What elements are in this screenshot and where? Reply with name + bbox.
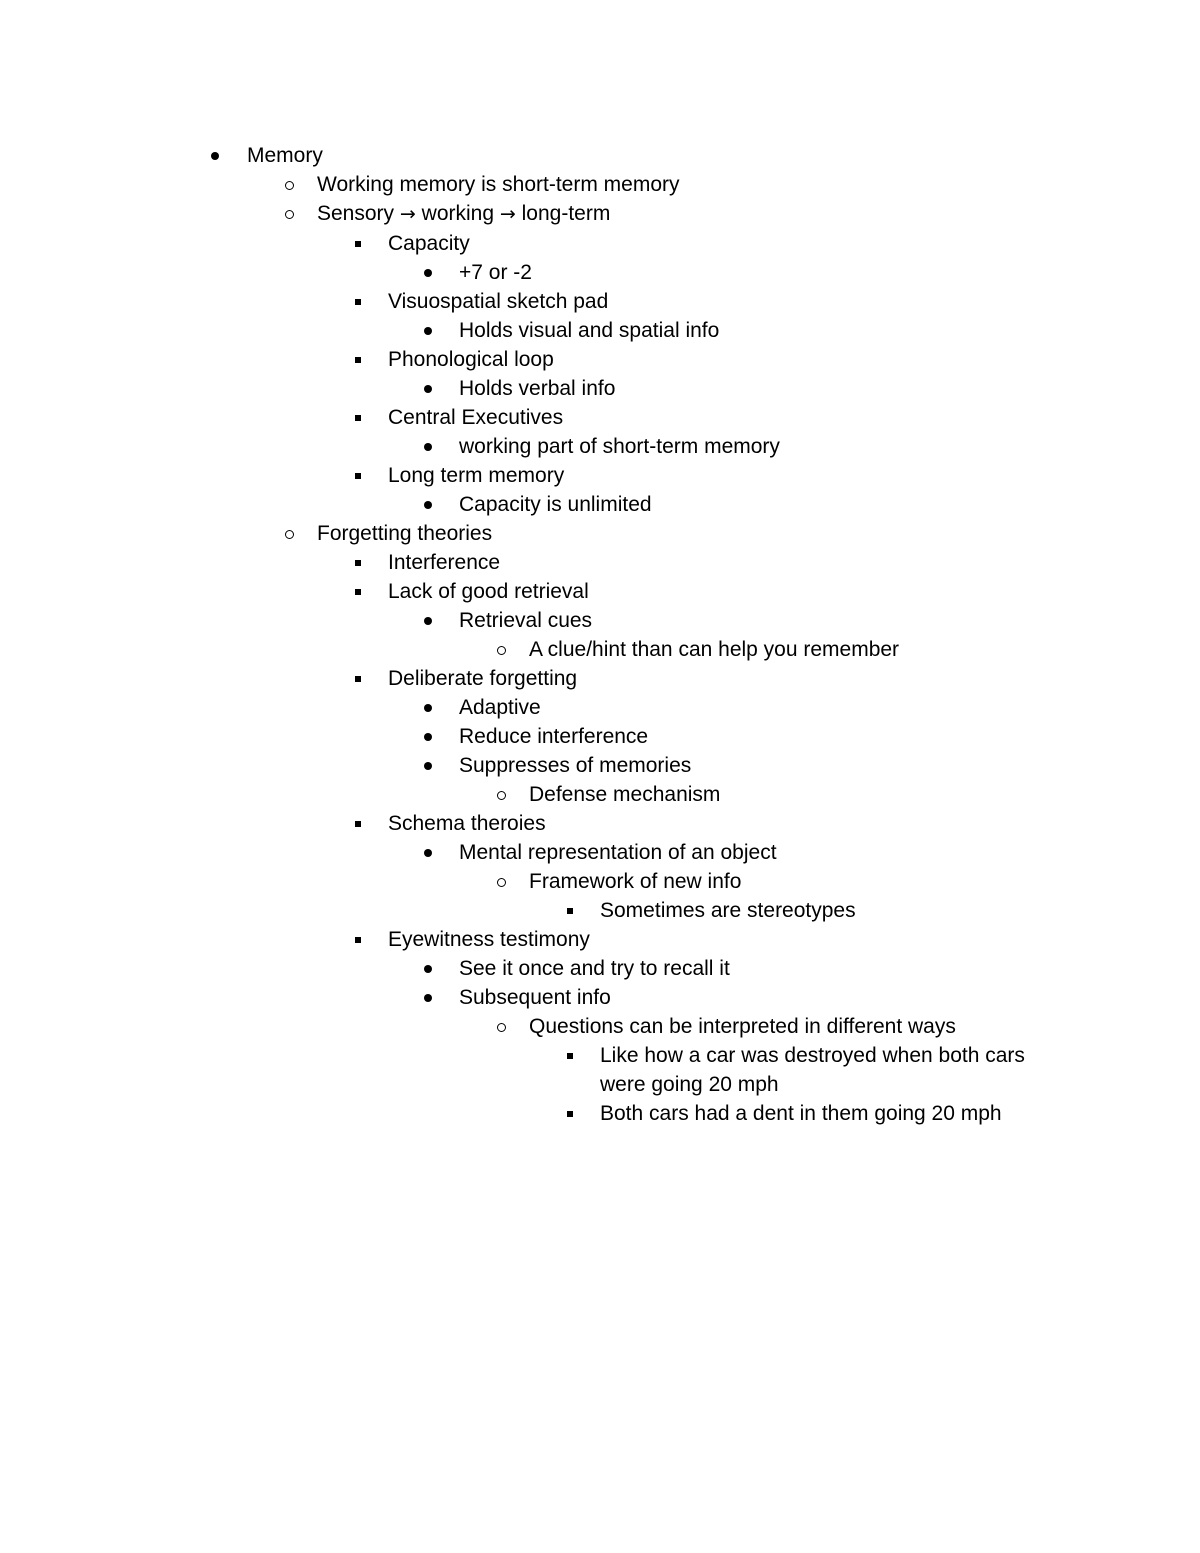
list-item: Like how a car was destroyed when both cars were going 20 mph xyxy=(0,1041,1200,1099)
bullet-square-icon xyxy=(343,809,373,838)
bullet-disc-icon xyxy=(413,606,443,635)
bullet-disc-icon xyxy=(413,751,443,780)
bullet-disc-icon xyxy=(413,983,443,1012)
bullet-square-icon xyxy=(343,403,373,432)
list-item: See it once and try to recall it xyxy=(0,954,1200,983)
list-item: Adaptive xyxy=(0,693,1200,722)
bullet-disc-icon xyxy=(413,374,443,403)
list-item: A clue/hint than can help you remember xyxy=(0,635,1200,664)
bullet-circle-icon xyxy=(486,635,516,664)
list-item: working part of short-term memory xyxy=(0,432,1200,461)
bullet-square-icon xyxy=(343,577,373,606)
bullet-circle-icon xyxy=(274,170,304,199)
list-item: Subsequent info xyxy=(0,983,1200,1012)
list-item: Deliberate forgetting xyxy=(0,664,1200,693)
bullet-disc-icon xyxy=(413,316,443,345)
list-item: Reduce interference xyxy=(0,722,1200,751)
bullet-circle-icon xyxy=(486,1012,516,1041)
bullet-disc-icon xyxy=(413,258,443,287)
right-arrow-icon: → xyxy=(499,203,516,225)
list-item: Capacity xyxy=(0,229,1200,258)
list-item: Questions can be interpreted in different ways xyxy=(0,1012,1200,1041)
bullet-square-icon xyxy=(343,345,373,374)
bullet-square-icon xyxy=(555,1099,585,1128)
list-item: Holds verbal info xyxy=(0,374,1200,403)
bullet-square-icon xyxy=(343,287,373,316)
long-term-label: long-term xyxy=(521,202,611,225)
bullet-circle-icon xyxy=(274,199,304,228)
list-item: Defense mechanism xyxy=(0,780,1200,809)
list-item: +7 or -2 xyxy=(0,258,1200,287)
sensory-label: Sensory xyxy=(317,202,395,225)
bullet-circle-icon xyxy=(486,867,516,896)
bullet-disc-icon xyxy=(200,141,230,170)
list-item: Suppresses of memories xyxy=(0,751,1200,780)
list-item: Retrieval cues xyxy=(0,606,1200,635)
bullet-square-icon xyxy=(343,461,373,490)
bullet-disc-icon xyxy=(413,693,443,722)
bullet-disc-icon xyxy=(413,432,443,461)
list-item: Schema theroies xyxy=(0,809,1200,838)
list-item: Lack of good retrieval xyxy=(0,577,1200,606)
list-item: Interference xyxy=(0,548,1200,577)
notes-outline xyxy=(0,141,1200,1128)
list-item: Framework of new info xyxy=(0,867,1200,896)
list-item: Mental representation of an object xyxy=(0,838,1200,867)
bullet-disc-icon xyxy=(413,838,443,867)
right-arrow-icon: → xyxy=(399,203,416,225)
list-item: Sometimes are stereotypes xyxy=(0,896,1200,925)
list-item: Capacity is unlimited xyxy=(0,490,1200,519)
list-item: Both cars had a dent in them going 20 mph xyxy=(0,1099,1200,1128)
bullet-disc-icon xyxy=(413,722,443,751)
bullet-square-icon xyxy=(555,1041,585,1070)
bullet-circle-icon xyxy=(274,519,304,548)
bullet-disc-icon xyxy=(413,954,443,983)
bullet-disc-icon xyxy=(413,490,443,519)
list-item: Phonological loop xyxy=(0,345,1200,374)
bullet-square-icon xyxy=(343,548,373,577)
bullet-square-icon xyxy=(555,896,585,925)
list-item: Visuospatial sketch pad xyxy=(0,287,1200,316)
working-label: working xyxy=(421,202,495,225)
bullet-square-icon xyxy=(343,664,373,693)
list-item: Working memory is short-term memory xyxy=(0,170,1200,199)
list-item: Forgetting theories xyxy=(0,519,1200,548)
bullet-square-icon xyxy=(343,925,373,954)
list-item: Central Executives xyxy=(0,403,1200,432)
bullet-square-icon xyxy=(343,229,373,258)
list-item: Memory xyxy=(0,141,1200,170)
list-item: Eyewitness testimony xyxy=(0,925,1200,954)
bullet-circle-icon xyxy=(486,780,516,809)
list-item xyxy=(0,199,1200,229)
list-item: Long term memory xyxy=(0,461,1200,490)
list-item: Holds visual and spatial info xyxy=(0,316,1200,345)
